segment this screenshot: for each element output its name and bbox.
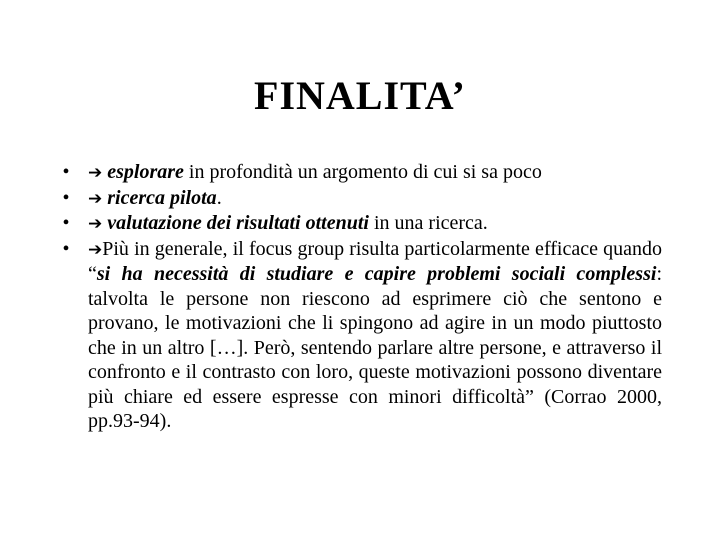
list-item (60, 237, 662, 434)
list-item (60, 186, 662, 212)
item-emphasis: ricerca pilota (107, 186, 217, 209)
right-arrow-icon: ➔ (88, 214, 103, 234)
list-item (60, 211, 662, 237)
quote-emphasis: si ha necessità di studiare e capire problemi sociali complessi (96, 263, 657, 285)
slide-title: FINALITA’ (254, 73, 466, 118)
item-lead-text: Più in generale, il focus group risulta particolarmente efficace quando “ (88, 237, 662, 285)
item-text: in una ricerca. (368, 212, 488, 234)
bullet-list (60, 160, 662, 434)
bullet-icon: • (62, 237, 70, 260)
right-arrow-icon: ➔ (88, 239, 103, 260)
item-text: . (216, 186, 222, 209)
bullet-icon: • (62, 212, 70, 234)
bullet-icon: • (62, 186, 70, 209)
item-text: in profondità un argomento di cui si sa poco (183, 161, 542, 183)
list-item (60, 160, 662, 186)
right-arrow-icon: ➔ (88, 188, 103, 209)
quote-text: : talvolta le persone non riescono ad esprimere ciò che sentono e provano, le motivazioni che li spingono ad agire in un modo piuttosto che in un altro […]. Però, sentendo parlare altre persone, e attraverso il confronto e il contrasto con loro, queste motivazioni possono diventare più chiare ed essere espresse con minori difficoltà” (Corrao 2000, pp.93-94). (88, 263, 662, 432)
bullet-icon: • (62, 161, 70, 183)
item-emphasis: esplorare (107, 161, 184, 183)
item-emphasis: valutazione dei risultati ottenuti (107, 212, 369, 234)
right-arrow-icon: ➔ (88, 163, 103, 183)
